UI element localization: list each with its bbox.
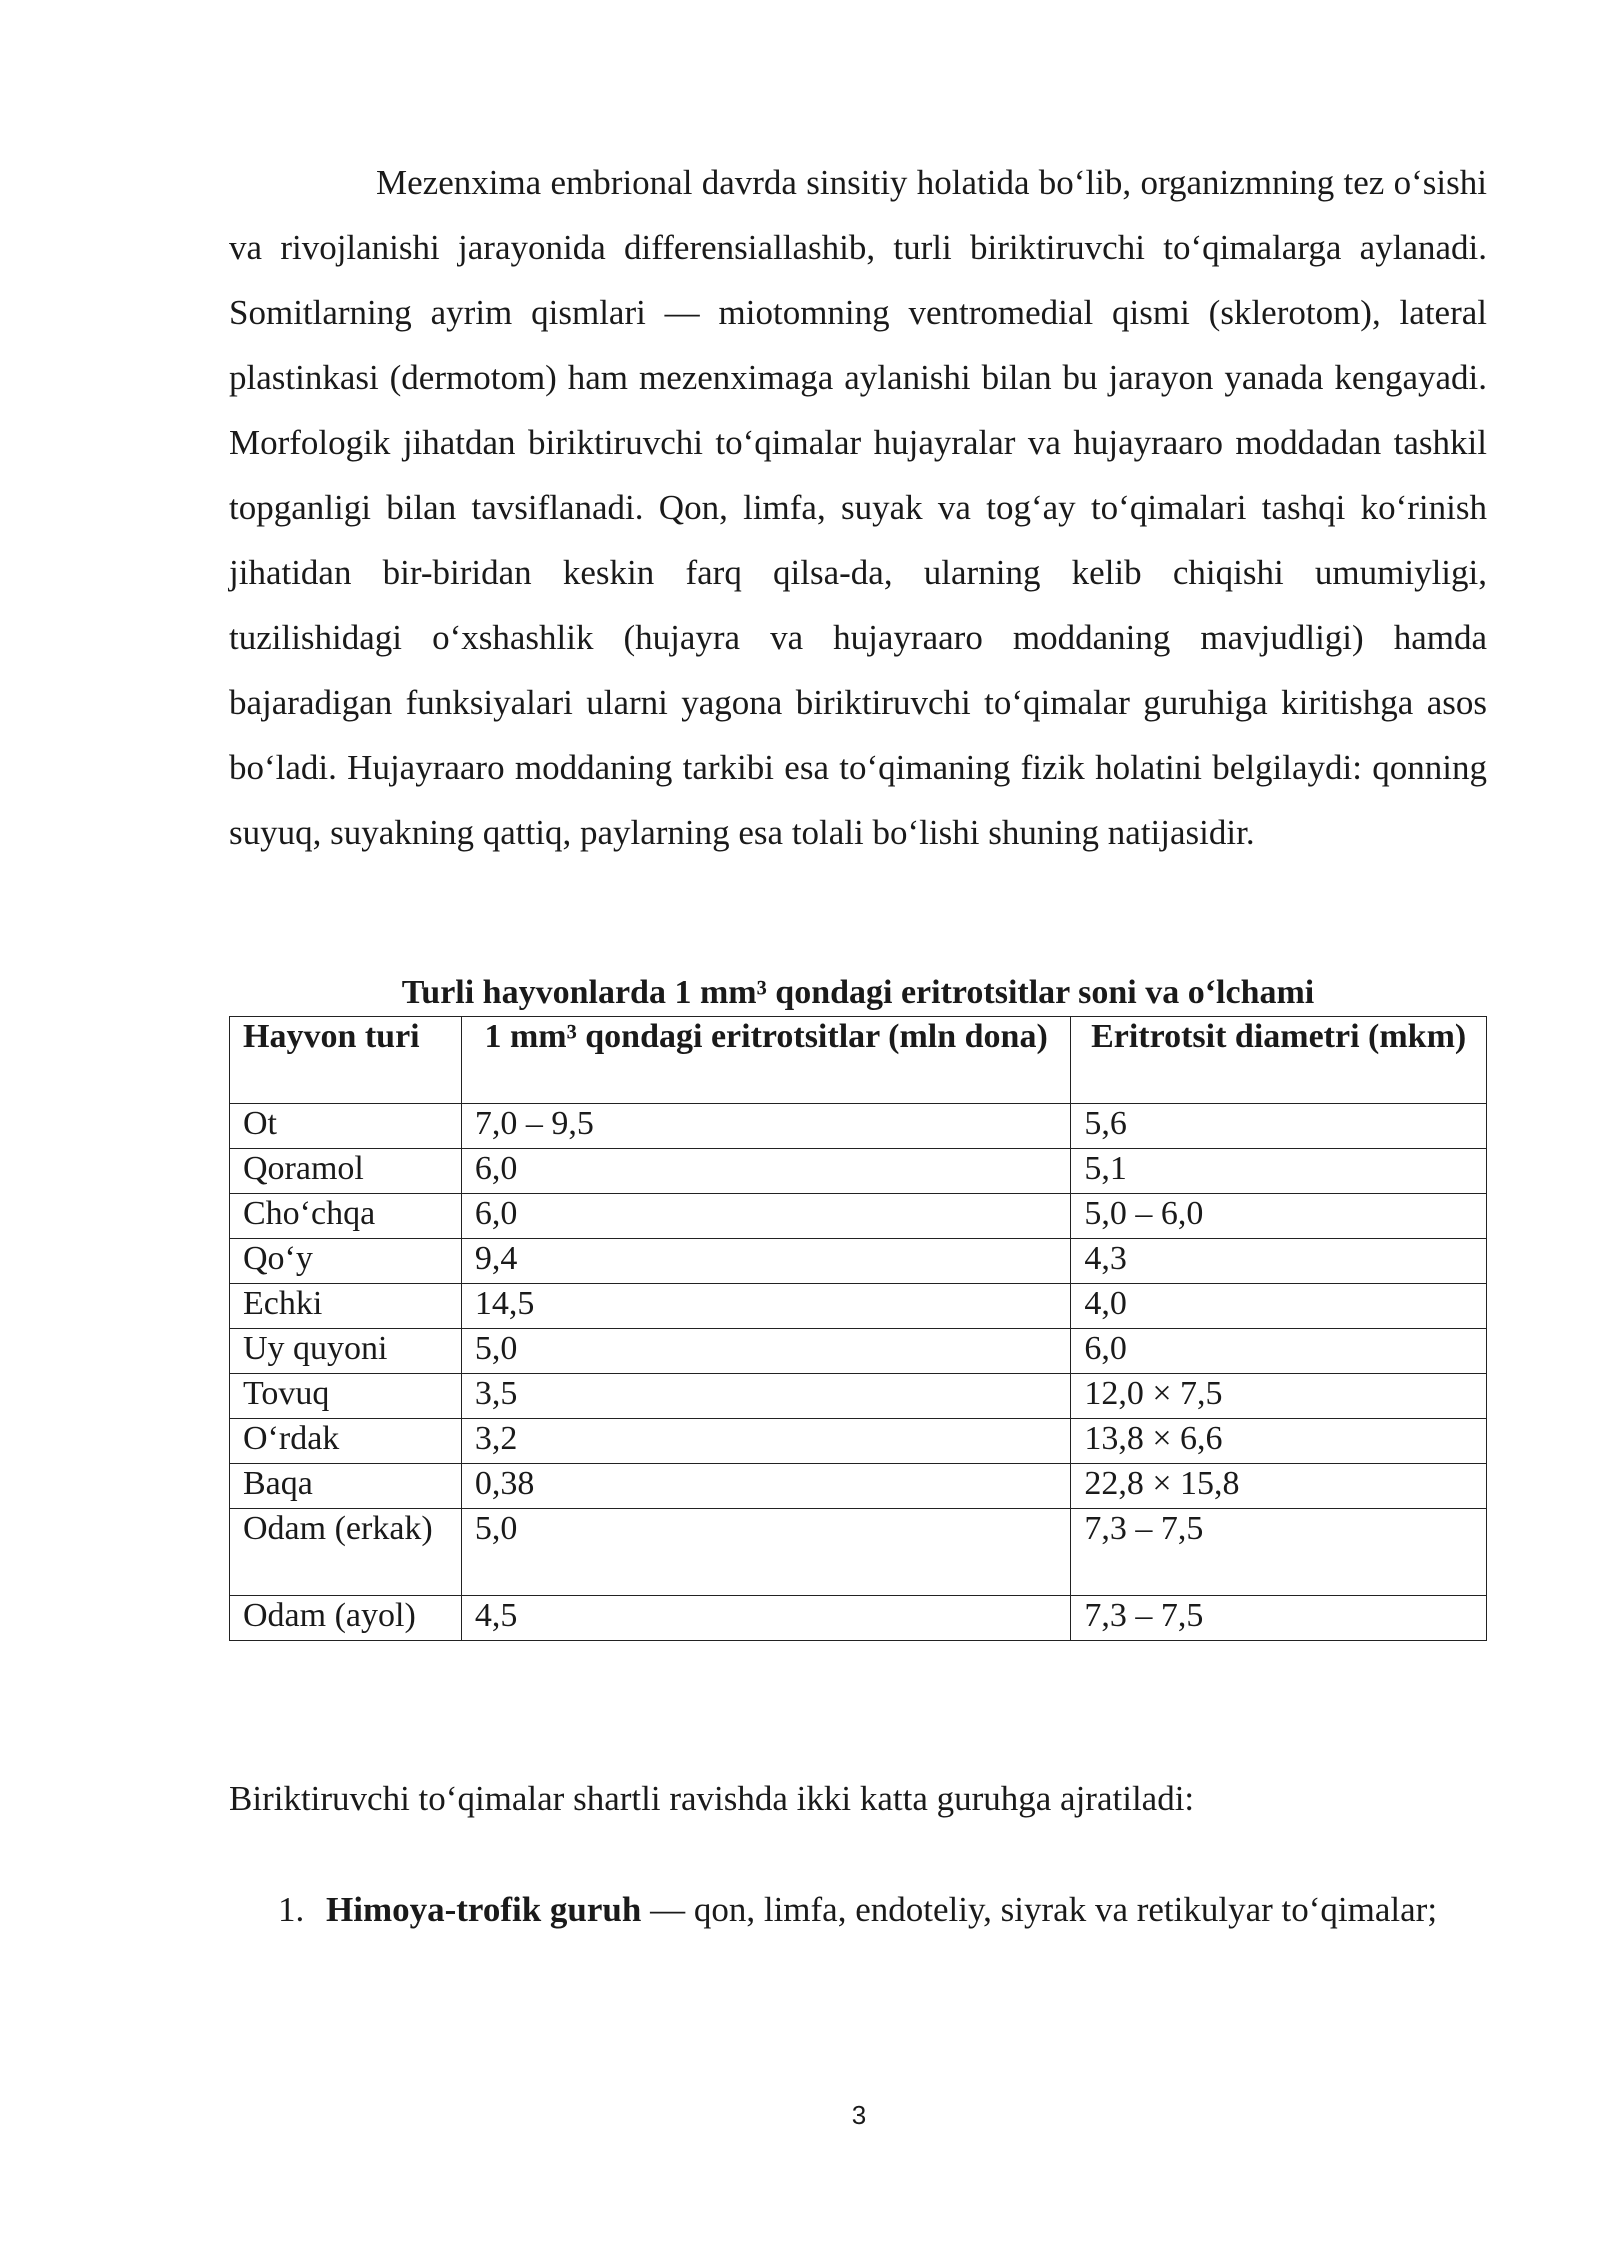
table-row xyxy=(230,1374,1487,1419)
cell-animal: Tovuq xyxy=(230,1374,462,1419)
header-erythrocyte-diameter: Eritrotsit diametri (mkm) xyxy=(1071,1017,1487,1104)
cell-diameter: 7,3 – 7,5 xyxy=(1071,1596,1487,1641)
table-row xyxy=(230,1104,1487,1149)
table-row xyxy=(230,1509,1487,1596)
page-number: 3 xyxy=(851,2100,867,2130)
cell-count: 7,0 – 9,5 xyxy=(461,1104,1070,1149)
cell-animal: Echki xyxy=(230,1284,462,1329)
cell-count: 5,0 xyxy=(461,1329,1070,1374)
table-header-row xyxy=(230,1017,1487,1104)
cell-animal: Ot xyxy=(230,1104,462,1149)
list-item xyxy=(229,1877,1487,1942)
cell-animal: Qo‘y xyxy=(230,1239,462,1284)
cell-animal: Qoramol xyxy=(230,1149,462,1194)
cell-diameter: 5,1 xyxy=(1071,1149,1487,1194)
cell-animal: O‘rdak xyxy=(230,1419,462,1464)
table-row xyxy=(230,1419,1487,1464)
list-item-body xyxy=(326,1877,1487,1942)
erythrocyte-table xyxy=(229,1016,1487,1641)
cell-diameter: 12,0 × 7,5 xyxy=(1071,1374,1487,1419)
cell-diameter: 5,0 – 6,0 xyxy=(1071,1194,1487,1239)
cell-animal: Odam (ayol) xyxy=(230,1596,462,1641)
cell-diameter: 13,8 × 6,6 xyxy=(1071,1419,1487,1464)
cell-count: 3,5 xyxy=(461,1374,1070,1419)
cell-animal: Baqa xyxy=(230,1464,462,1509)
list-item-term: Himoya-trofik guruh xyxy=(326,1890,642,1929)
table-row xyxy=(230,1596,1487,1641)
list-number: 1. xyxy=(278,1890,305,1929)
cell-diameter: 4,0 xyxy=(1071,1284,1487,1329)
cell-animal: Uy quyoni xyxy=(230,1329,462,1374)
cell-count: 6,0 xyxy=(461,1194,1070,1239)
cell-diameter: 22,8 × 15,8 xyxy=(1071,1464,1487,1509)
table-row xyxy=(230,1239,1487,1284)
cell-count: 9,4 xyxy=(461,1239,1070,1284)
cell-count: 6,0 xyxy=(461,1149,1070,1194)
cell-count: 0,38 xyxy=(461,1464,1070,1509)
body-paragraph: Mezenxima embrional davrda sinsitiy holatida bo‘lib, organizmning tez o‘sishi va rivojlanishi jarayonida differensiallashib, turli biriktiruvchi to‘qimalarga aylanadi. Somitlarning ayrim qismlari — miotomning ventromedial qismi (sklerotom), lateral plastinkasi (dermotom) ham mezenximaga aylanishi bilan bu jarayon yanada kengayadi. Morfologik jihatdan biriktiruvchi to‘qimalar hujayralar va hujayraaro moddadan tashkil topganligi bilan tavsiflanadi. Qon, limfa, suyak va tog‘ay to‘qimalari tashqi ko‘rinish jihatidan bir-biridan keskin farq qilsa-da, ularning kelib chiqishi umumiyligi, tuzilishidagi o‘xshashlik (hujayra va hujayraaro moddaning mavjudligi) hamda bajaradigan funksiyalari ularni yagona biriktiruvchi to‘qimalar guruhiga kiritishga asos bo‘ladi. Hujayraaro moddaning tarkibi esa to‘qimaning fizik holatini belgilaydi: qonning suyuq, suyakning qattiq, paylarning esa tolali bo‘lishi shuning natijasidir. xyxy=(229,163,1487,852)
cell-animal: Cho‘chqa xyxy=(230,1194,462,1239)
cell-diameter: 5,6 xyxy=(1071,1104,1487,1149)
cell-count: 14,5 xyxy=(461,1284,1070,1329)
table-row xyxy=(230,1149,1487,1194)
table-row xyxy=(230,1464,1487,1509)
header-erythrocyte-count: 1 mm³ qondagi eritrotsitlar (mln dona) xyxy=(461,1017,1070,1104)
list-item-text: — qon, limfa, endoteliy, siyrak va retikulyar to‘qimalar; xyxy=(641,1890,1438,1929)
cell-count: 5,0 xyxy=(461,1509,1070,1596)
table-row xyxy=(230,1329,1487,1374)
table-title: Turli hayvonlarda 1 mm³ qondagi eritrotsitlar soni va o‘lchami xyxy=(401,974,1315,1011)
header-animal-type: Hayvon turi xyxy=(230,1017,462,1104)
table-row xyxy=(230,1194,1487,1239)
cell-diameter: 6,0 xyxy=(1071,1329,1487,1374)
table-row xyxy=(230,1284,1487,1329)
list-intro: Biriktiruvchi to‘qimalar shartli ravishda ikki katta guruhga ajratiladi: xyxy=(229,1779,1195,1818)
cell-count: 3,2 xyxy=(461,1419,1070,1464)
cell-diameter: 7,3 – 7,5 xyxy=(1071,1509,1487,1596)
cell-animal: Odam (erkak) xyxy=(230,1509,462,1596)
cell-diameter: 4,3 xyxy=(1071,1239,1487,1284)
cell-count: 4,5 xyxy=(461,1596,1070,1641)
